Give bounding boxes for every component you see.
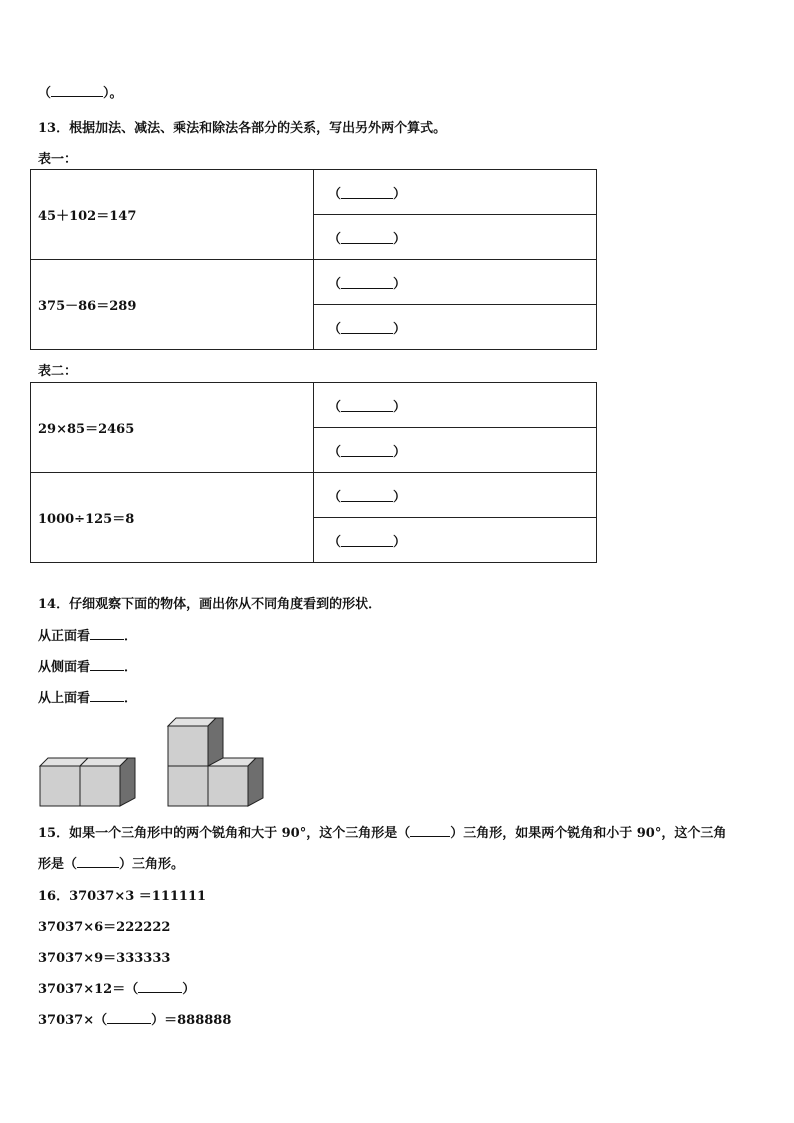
equation-cell: 45＋102＝147 xyxy=(31,170,314,259)
side-view-line: 从侧面看 ． xyxy=(38,660,138,675)
open-paren: （ xyxy=(38,86,52,101)
equation-cell: 1000÷125＝8 xyxy=(31,473,314,562)
top-view-line: 从上面看 ． xyxy=(38,691,138,706)
equation-cell: 375－86＝289 xyxy=(31,260,314,349)
answer-blank[interactable] xyxy=(138,980,182,993)
answer-blank[interactable] xyxy=(341,534,393,547)
table-row xyxy=(31,259,596,349)
equation-line: 37037×（ ）＝888888 xyxy=(38,1013,232,1028)
front-view-line: 从正面看 ． xyxy=(38,629,138,644)
cube-group-right xyxy=(168,718,263,806)
answer-blank[interactable] xyxy=(341,321,393,334)
table1-label: 表一： xyxy=(38,152,78,167)
answer-blank[interactable] xyxy=(107,1011,151,1024)
answer-cell[interactable]: （ ） xyxy=(314,214,596,259)
equation-cell: 29×85＝2465 xyxy=(31,383,314,472)
answer-cell[interactable]: （ ） xyxy=(328,186,407,202)
answer-blank[interactable] xyxy=(341,231,393,244)
answer-blank[interactable] xyxy=(341,186,393,199)
answer-blank[interactable] xyxy=(90,689,124,702)
answer-blank[interactable] xyxy=(90,627,124,640)
cube-figure xyxy=(38,716,268,810)
answer-cell[interactable]: （ ） xyxy=(314,427,596,472)
equation-line: 37037×6＝222222 xyxy=(38,920,171,935)
answer-cell[interactable]: （ ） xyxy=(328,489,407,505)
table2-label: 表二： xyxy=(38,364,78,379)
answer-cell[interactable]: （ ） xyxy=(314,304,596,349)
question-13: 13．根据加法、减法、乘法和除法各部分的关系，写出另外两个算式。 xyxy=(38,121,447,136)
answer-cell[interactable]: （ ） xyxy=(314,517,596,562)
table-row xyxy=(31,170,596,259)
answer-blank[interactable] xyxy=(341,276,393,289)
answer-fragment xyxy=(38,82,123,101)
table-row xyxy=(31,472,596,562)
table-row xyxy=(31,383,596,472)
question-16: 16．37037×3 ＝111111 xyxy=(38,889,207,904)
answer-blank[interactable] xyxy=(90,658,124,671)
answer-blank[interactable] xyxy=(341,489,393,502)
equation-line: 37037×9＝333333 xyxy=(38,951,171,966)
question-15-cont: 形是（ ）三角形。 xyxy=(38,857,185,872)
answer-cell[interactable]: （ ） xyxy=(328,399,407,415)
answer-blank[interactable] xyxy=(341,444,393,457)
answer-blank[interactable] xyxy=(410,824,450,837)
cube-group-left xyxy=(40,758,135,806)
question-14: 14．仔细观察下面的物体，画出你从不同角度看到的形状． xyxy=(38,597,382,612)
close-paren: ）。 xyxy=(103,86,123,101)
equation-line: 37037×12＝（ ） xyxy=(38,982,196,997)
question-15: 15．如果一个三角形中的两个锐角和大于 90°，这个三角形是（ ）三角形，如果两个锐角和小于 90°，这个三角 xyxy=(38,826,727,841)
answer-blank[interactable] xyxy=(51,84,103,97)
answer-cell[interactable]: （ ） xyxy=(328,276,407,292)
answer-blank[interactable] xyxy=(341,399,393,412)
answer-blank[interactable] xyxy=(77,855,119,868)
table-2 xyxy=(30,382,597,563)
table-1 xyxy=(30,169,597,350)
